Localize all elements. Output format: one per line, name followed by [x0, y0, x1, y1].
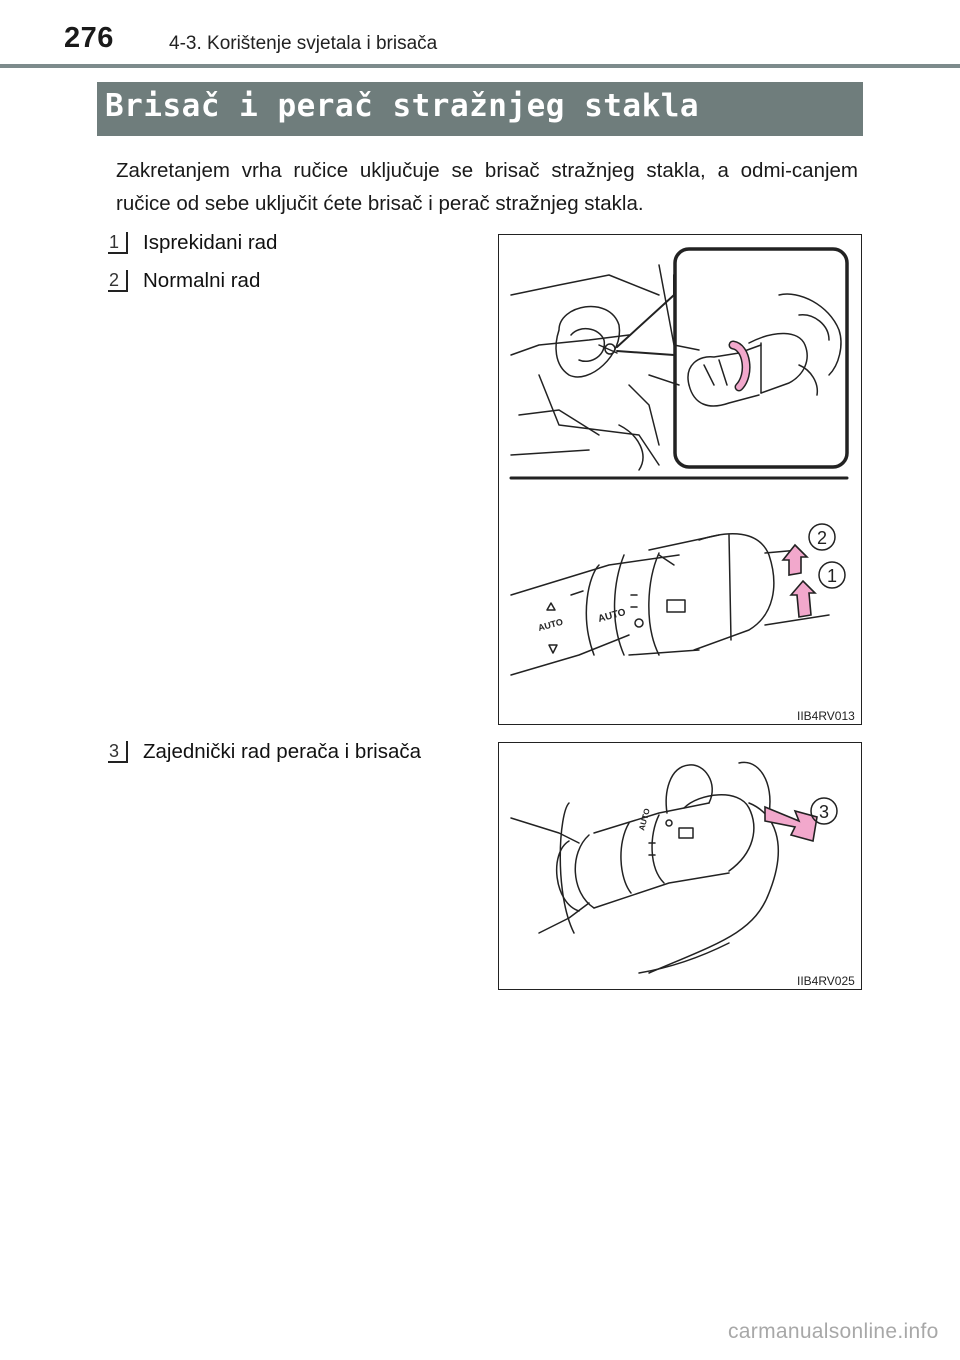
stalk-mode-label: AUTO — [637, 807, 652, 832]
callout-label: 1 — [826, 566, 838, 586]
figure-wiper-stalk-rotate — [498, 234, 862, 725]
item-label: Normalni rad — [143, 269, 261, 292]
intro-paragraph: Zakretanjem vrha ručice uključuje se brisač stražnjeg stakla, a odmi-canjem ručice od sebe uključit ćete brisač i perač stražnjeg stakla. — [116, 159, 858, 215]
item-label: Zajednički rad perača i brisača — [143, 740, 422, 763]
stalk-mode-label: AUTO — [596, 606, 627, 625]
washer-illustration — [499, 743, 860, 988]
item-number-badge: 2 — [108, 270, 128, 292]
figure-wiper-stalk-push — [498, 742, 862, 990]
wiper-illustration — [499, 235, 860, 723]
running-header: 4-3. Korištenje svjetala i brisača — [169, 33, 438, 54]
item-label: Isprekidani rad — [143, 231, 278, 254]
watermark: carmanualsonline.info — [728, 1320, 939, 1343]
page-number: 276 — [64, 22, 114, 54]
item-number-badge: 3 — [108, 741, 128, 763]
figure-code: IIB4RV013 — [797, 709, 855, 723]
header-rule — [0, 64, 960, 68]
stalk-mode-label: AUTO — [536, 616, 564, 633]
figure-code: IIB4RV025 — [797, 974, 855, 988]
section-title-bar — [97, 82, 863, 136]
section-title: Brisač i perač stražnjeg stakla — [105, 88, 700, 124]
callout-label: 3 — [818, 802, 830, 822]
callout-label: 2 — [816, 528, 828, 548]
item-number-badge: 1 — [108, 232, 128, 254]
